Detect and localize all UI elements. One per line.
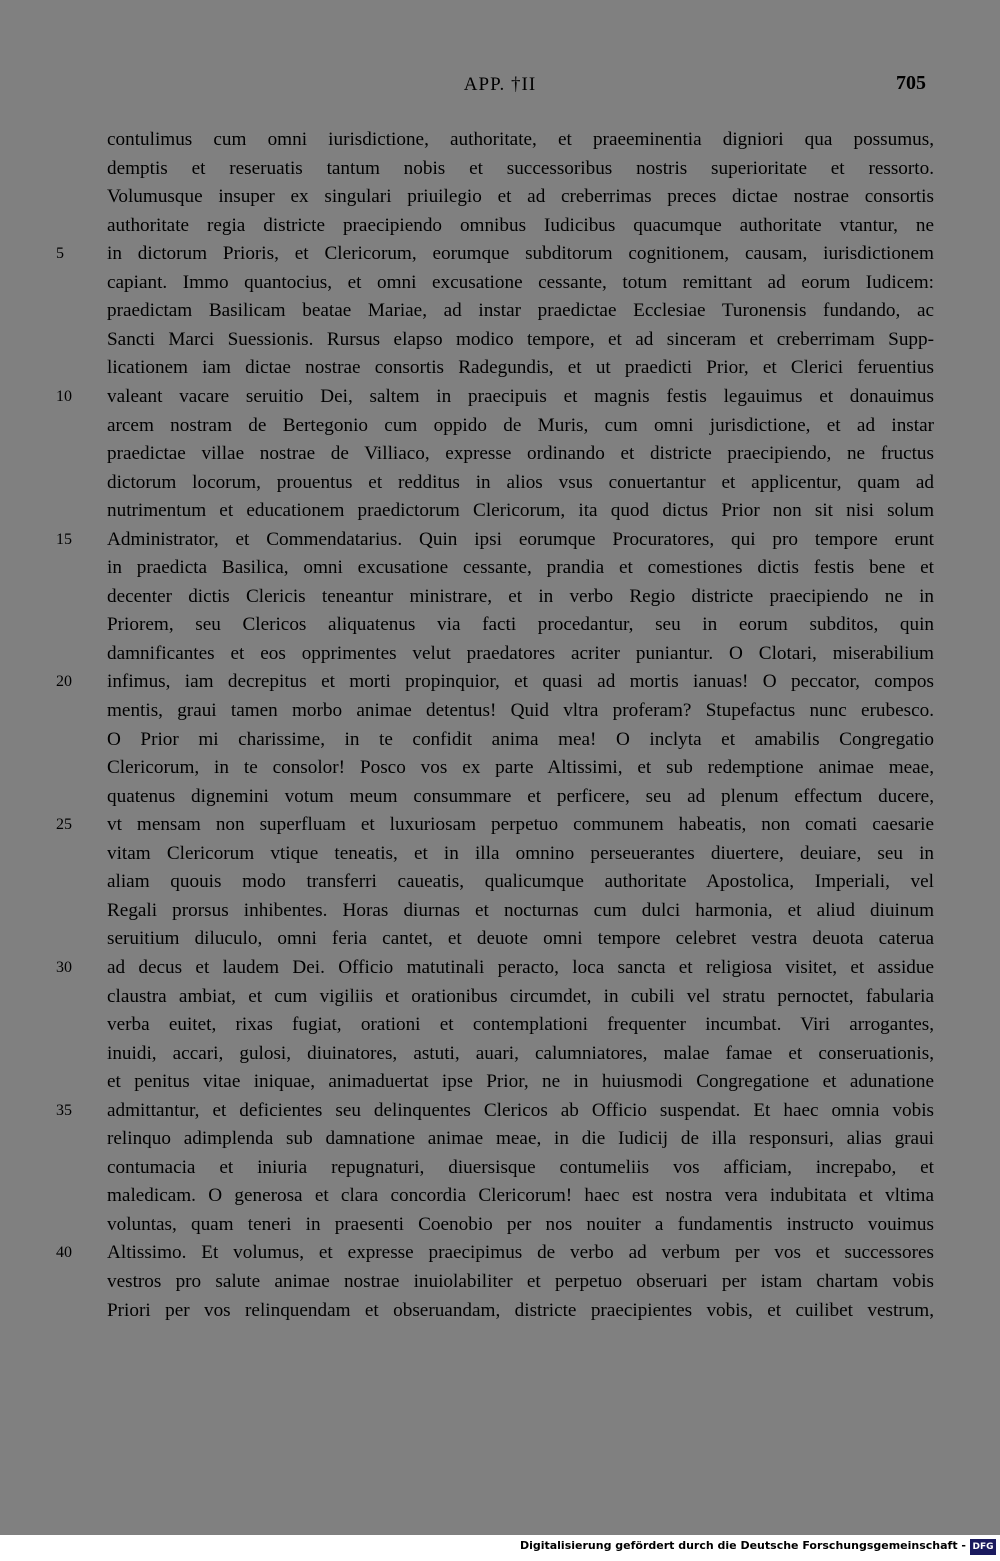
text-line: Sancti Marci Suessionis. Rursus elapso modico tempore, et ad sinceram et creberrimam Supp- [107,328,934,350]
line-number: 5 [56,245,64,263]
line-number: 20 [56,673,72,691]
text-line: voluntas, quam teneri in praesenti Coenobio per nos nouiter a fundamentis instructo vouimus [107,1213,934,1235]
footer-bar [0,1535,1000,1561]
line-number: 35 [56,1101,72,1119]
text-line: Regali prorsus inhibentes. Horas diurnas et nocturnas cum dulci harmonia, et aliud diuinum [107,899,934,921]
text-line: infimus, iam decrepitus et morti propinquior, et quasi ad mortis ianuas! O peccator, compos [107,671,934,693]
text-line: mentis, graui tamen morbo animae detentus! Quid vltra proferam? Stupefactus nunc erubesco. [107,700,934,721]
text-line: capiant. Immo quantocius, et omni excusatione cessante, totum remittant ad eorum Iudicem: [107,271,934,293]
text-line: Clericorum, in te consolor! Posco vos ex parte Altissimi, et sub redemptione animae meae, [107,757,934,779]
text-line: praedictam Basilicam beatae Mariae, ad instar praedictae Ecclesiae Turonensis fundando, ac [107,300,934,322]
text-line: et penitus vitae iniquae, animaduertat ipse Prior, ne in huiusmodi Congregatione et adunatione [107,1071,934,1093]
page-number: 705 [896,72,926,94]
text-line: relinquo adimplenda sub damnatione animae meae, in die Iudicij de illa responsuri, alias graui [107,1128,934,1150]
line-number: 25 [56,816,72,834]
text-line: admittantur, et deficientes seu delinquentes Clericos ab Officio suspendat. Et haec omnia vobis [107,1099,934,1121]
text-line: dictorum locorum, prouentus et redditus in alios vsus conuertantur et applicentur, quam ad [107,471,934,493]
text-line: quatenus dignemini votum meum consummare et perficere, seu ad plenum effectum ducere, [107,785,934,807]
line-number: 10 [56,387,72,405]
text-line: vitam Clericorum vtique teneatis, et in illa omnino perseuerantes diuertere, deuiare, seu in [107,842,934,864]
footer-credit: Digitalisierung gefördert durch die Deutsche Forschungsgemeinschaft - [519,1539,966,1552]
text-line: valeant vacare seruitio Dei, saltem in praecipuis et magnis festis legauimus et donauimus [107,385,934,407]
text-line: Administrator, et Commendatarius. Quin ipsi eorumque Procuratores, qui pro tempore erunt [107,528,934,550]
text-line: claustra ambiat, et cum vigiliis et orationibus circumdet, in cubili vel stratu pernoctet, fabularia [107,985,934,1007]
text-line: seruitium diluculo, omni feria cantet, et deuote omni tempore celebret vestra deuota caterua [107,928,934,950]
text-line: praedictae villae nostrae de Villiaco, expresse ordinando et districte praecipiendo, ne fructus [107,443,934,465]
line-number: 15 [56,530,72,548]
text-line: verba euitet, rixas fugiat, orationi et contemplationi frequenter incumbat. Viri arrogantes, [107,1014,934,1036]
text-line: contumacia et iniuria repugnaturi, diuersisque contumeliis vos afficiam, increpabo, et [107,1156,934,1178]
text-line: decenter dictis Clericis teneantur ministrare, et in verbo Regio districte praecipiendo ne in [107,585,934,607]
text-line: licationem iam dictae nostrae consortis Radegundis, et ut praedicti Prior, et Clerici feruentius [107,357,934,379]
text-line: maledicam. O generosa et clara concordia Clericorum! haec est nostra vera indubitata et vltima [107,1185,934,1207]
text-line: demptis et reseruatis tantum nobis et successoribus nostris superioritate et ressorto. [107,157,934,179]
text-line: in dictorum Prioris, et Clericorum, eorumque subditorum cognitionem, causam, iurisdictionem [107,243,934,265]
text-line: Priorem, seu Clericos aliquatenus via facti procedantur, seu in eorum subditos, quin [107,614,934,636]
text-line: Priori per vos relinquendam et obseruandam, districte praecipientes vobis, et cuilibet vestrum, [107,1299,934,1321]
text-line: authoritate regia districte praecipiendo omnibus Iudicibus quacumque authoritate vtantur, ne [107,214,934,236]
text-line: in praedicta Basilica, omni excusatione cessante, prandia et comestiones dictis festis bene et [107,557,934,579]
text-line: Volumusque insuper ex singulari priuilegio et ad creberrimas preces dictae nostrae consortis [107,186,934,208]
text-line: vt mensam non superfluam et luxuriosam perpetuo communem habeatis, non comati caesarie [107,814,934,836]
text-line: arcem nostram de Bertegonio cum oppido de Muris, cum omni jurisdictione, et ad instar [107,414,934,436]
line-number: 40 [56,1244,72,1262]
text-line: vestros pro salute animae nostrae inuiolabiliter et perpetuo obseruari per istam chartam vobis [107,1271,934,1292]
text-line: O Prior mi charissime, in te confidit anima mea! O inclyta et amabilis Congregatio [107,728,934,750]
text-line: contulimus cum omni iurisdictione, authoritate, et praeeminentia digniori qua possumus, [107,129,934,150]
line-number: 30 [56,958,72,976]
text-line: nutrimentum et educationem praedictorum Clericorum, ita quod dictus Prior non sit nisi solum [107,500,934,522]
text-line: damnificantes et eos opprimentes velut praedatores acriter puniantur. O Clotari, miserabilium [107,642,934,664]
text-line: aliam quouis modo transferri caueatis, qualicumque authoritate Apostolica, Imperiali, vel [107,871,934,893]
dfg-logo-icon: DFG [970,1539,996,1555]
text-line: Altissimo. Et volumus, et expresse praecipimus de verbo ad verbum per vos et successores [107,1242,934,1264]
text-line: inuidi, accari, gulosi, diuinatores, astuti, auari, calumniatores, malae famae et conseruationis, [107,1042,934,1064]
text-line: ad decus et laudem Dei. Officio matutinali peracto, loca sancta et religiosa visitet, et assidue [107,956,934,978]
running-head: APP. †II [463,74,537,95]
